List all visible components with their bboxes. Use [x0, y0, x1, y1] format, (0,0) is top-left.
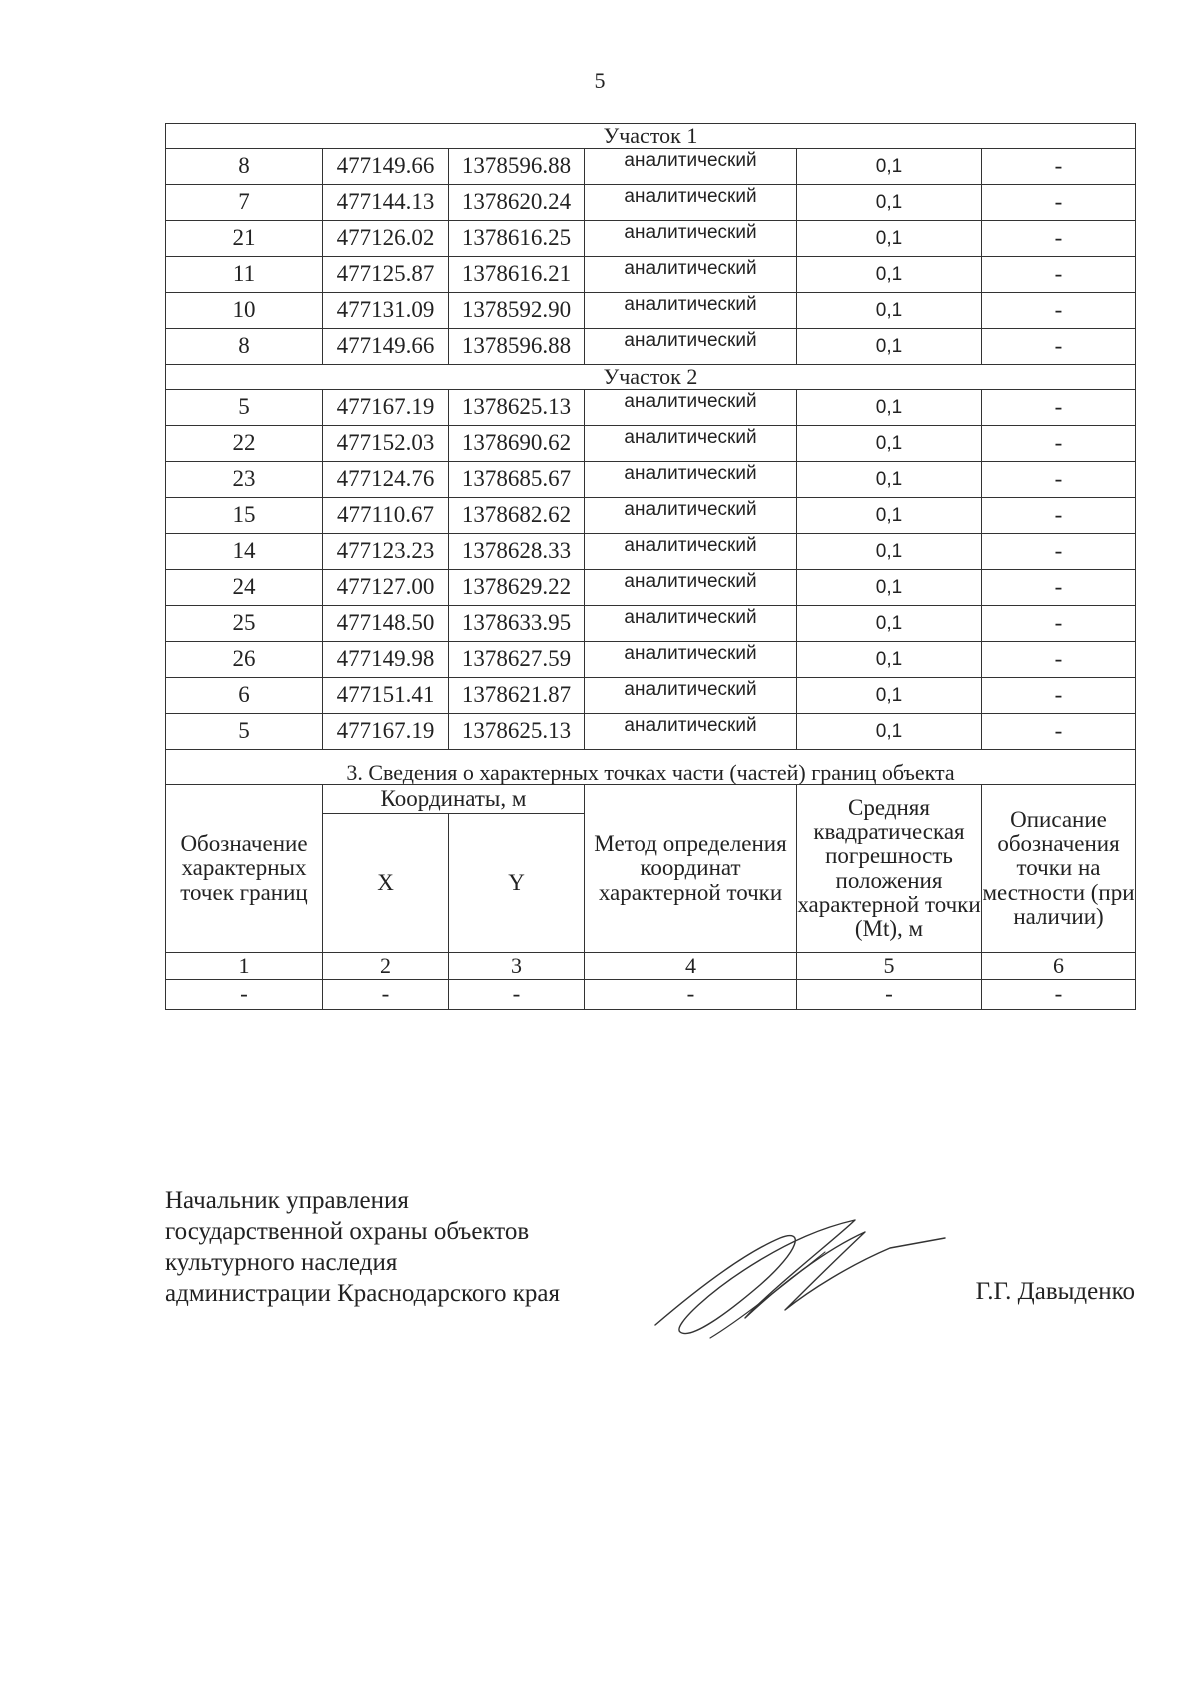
cell-y: 1378690.62 — [449, 426, 585, 462]
cell-x: 477149.66 — [323, 149, 449, 185]
cell-description: - — [982, 606, 1136, 642]
cell-point: 8 — [166, 329, 323, 365]
empty-cell: - — [323, 980, 449, 1010]
cell-y: 1378685.67 — [449, 462, 585, 498]
cell-error: 0,1 — [797, 642, 982, 678]
cell-error: 0,1 — [797, 221, 982, 257]
cell-x: 477144.13 — [323, 185, 449, 221]
cell-point: 8 — [166, 149, 323, 185]
table-body — [166, 124, 1136, 1010]
header-y: Y — [449, 814, 585, 953]
cell-error: 0,1 — [797, 498, 982, 534]
cell-x: 477124.76 — [323, 462, 449, 498]
cell-x: 477123.23 — [323, 534, 449, 570]
handwritten-signature — [650, 1210, 950, 1350]
cell-error: 0,1 — [797, 426, 982, 462]
cell-y: 1378616.25 — [449, 221, 585, 257]
empty-cell: - — [449, 980, 585, 1010]
cell-x: 477167.19 — [323, 714, 449, 750]
cell-description: - — [982, 714, 1136, 750]
cell-method: аналитический — [585, 606, 797, 642]
column-header-row-1 — [166, 785, 1136, 814]
cell-point: 23 — [166, 462, 323, 498]
cell-error: 0,1 — [797, 678, 982, 714]
empty-cell: - — [166, 980, 323, 1010]
cell-description: - — [982, 426, 1136, 462]
cell-error: 0,1 — [797, 714, 982, 750]
page-number: 5 — [594, 68, 606, 93]
table-row — [166, 221, 1136, 257]
cell-point: 5 — [166, 390, 323, 426]
cell-error: 0,1 — [797, 390, 982, 426]
part-1-header — [166, 124, 1136, 149]
cell-method: аналитический — [585, 642, 797, 678]
cell-method: аналитический — [585, 678, 797, 714]
table-row — [166, 257, 1136, 293]
cell-description: - — [982, 149, 1136, 185]
cell-y: 1378592.90 — [449, 293, 585, 329]
empty-data-row — [166, 980, 1136, 1010]
column-index: 6 — [982, 953, 1136, 980]
cell-method: аналитический — [585, 498, 797, 534]
cell-x: 477149.98 — [323, 642, 449, 678]
table-row — [166, 642, 1136, 678]
header-method: Метод определения координат характерной точки — [585, 785, 797, 953]
cell-method: аналитический — [585, 534, 797, 570]
cell-x: 477152.03 — [323, 426, 449, 462]
table-row — [166, 498, 1136, 534]
part-2-title: Участок 2 — [166, 365, 1136, 390]
cell-point: 7 — [166, 185, 323, 221]
cell-point: 11 — [166, 257, 323, 293]
signer-title-line: культурного наследия — [165, 1249, 398, 1276]
signer-title-line: Начальник управления — [165, 1187, 409, 1214]
table-row — [166, 570, 1136, 606]
cell-method: аналитический — [585, 257, 797, 293]
cell-method: аналитический — [585, 185, 797, 221]
cell-y: 1378621.87 — [449, 678, 585, 714]
part-1-title: Участок 1 — [166, 124, 1136, 149]
cell-point: 15 — [166, 498, 323, 534]
cell-error: 0,1 — [797, 570, 982, 606]
cell-error: 0,1 — [797, 534, 982, 570]
cell-x: 477110.67 — [323, 498, 449, 534]
cell-point: 10 — [166, 293, 323, 329]
cell-description: - — [982, 257, 1136, 293]
cell-y: 1378596.88 — [449, 329, 585, 365]
header-coordinates: Координаты, м — [323, 785, 585, 814]
cell-y: 1378627.59 — [449, 642, 585, 678]
cell-point: 24 — [166, 570, 323, 606]
table-row — [166, 534, 1136, 570]
cell-point: 22 — [166, 426, 323, 462]
cell-point: 21 — [166, 221, 323, 257]
empty-cell: - — [982, 980, 1136, 1010]
cell-method: аналитический — [585, 462, 797, 498]
cell-description: - — [982, 570, 1136, 606]
empty-cell: - — [585, 980, 797, 1010]
table-row — [166, 462, 1136, 498]
cell-method: аналитический — [585, 714, 797, 750]
empty-cell: - — [797, 980, 982, 1010]
signer-title — [165, 1185, 560, 1309]
cell-method: аналитический — [585, 390, 797, 426]
cell-method: аналитический — [585, 426, 797, 462]
cell-description: - — [982, 498, 1136, 534]
table-row — [166, 714, 1136, 750]
header-point: Обозначение характерных точек границ — [166, 785, 323, 953]
cell-method: аналитический — [585, 329, 797, 365]
cell-point: 14 — [166, 534, 323, 570]
table-row — [166, 426, 1136, 462]
section-3-title: 3. Сведения о характерных точках части (частей) границ объекта — [166, 750, 1136, 785]
cell-description: - — [982, 185, 1136, 221]
table-row — [166, 606, 1136, 642]
header-x: X — [323, 814, 449, 953]
cell-y: 1378616.21 — [449, 257, 585, 293]
cell-x: 477167.19 — [323, 390, 449, 426]
cell-y: 1378625.13 — [449, 714, 585, 750]
signer-title-line: администрации Краснодарского края — [165, 1280, 561, 1307]
cell-x: 477125.87 — [323, 257, 449, 293]
signer-title-line: государственной охраны объектов — [165, 1218, 530, 1245]
table-row — [166, 390, 1136, 426]
cell-y: 1378628.33 — [449, 534, 585, 570]
cell-y: 1378596.88 — [449, 149, 585, 185]
cell-description: - — [982, 462, 1136, 498]
table-row — [166, 293, 1136, 329]
cell-x: 477127.00 — [323, 570, 449, 606]
cell-description: - — [982, 329, 1136, 365]
cell-description: - — [982, 293, 1136, 329]
cell-x: 477131.09 — [323, 293, 449, 329]
column-index: 1 — [166, 953, 323, 980]
header-error: Средняя квадратическая погрешность положения характерной точки (Mt), м — [797, 785, 982, 953]
column-index: 3 — [449, 953, 585, 980]
cell-error: 0,1 — [797, 329, 982, 365]
cell-method: аналитический — [585, 293, 797, 329]
cell-point: 26 — [166, 642, 323, 678]
column-index: 2 — [323, 953, 449, 980]
cell-error: 0,1 — [797, 257, 982, 293]
table-row — [166, 185, 1136, 221]
cell-description: - — [982, 390, 1136, 426]
section-3-header — [166, 750, 1136, 785]
cell-description: - — [982, 678, 1136, 714]
table-row — [166, 329, 1136, 365]
table-row — [166, 149, 1136, 185]
cell-y: 1378629.22 — [449, 570, 585, 606]
cell-error: 0,1 — [797, 185, 982, 221]
cell-point: 5 — [166, 714, 323, 750]
cell-description: - — [982, 642, 1136, 678]
cell-x: 477148.50 — [323, 606, 449, 642]
cell-method: аналитический — [585, 221, 797, 257]
boundary-points-table — [165, 123, 1136, 1010]
column-index: 5 — [797, 953, 982, 980]
cell-y: 1378620.24 — [449, 185, 585, 221]
cell-y: 1378633.95 — [449, 606, 585, 642]
column-index: 4 — [585, 953, 797, 980]
column-index-row — [166, 953, 1136, 980]
cell-error: 0,1 — [797, 462, 982, 498]
signer-name: Г.Г. Давыденко — [975, 1278, 1135, 1305]
cell-point: 6 — [166, 678, 323, 714]
cell-description: - — [982, 534, 1136, 570]
part-2-header — [166, 365, 1136, 390]
cell-description: - — [982, 221, 1136, 257]
header-description: Описание обозначения точки на местности (при наличии) — [982, 785, 1136, 953]
cell-y: 1378625.13 — [449, 390, 585, 426]
cell-error: 0,1 — [797, 606, 982, 642]
cell-x: 477126.02 — [323, 221, 449, 257]
cell-error: 0,1 — [797, 293, 982, 329]
cell-method: аналитический — [585, 149, 797, 185]
cell-error: 0,1 — [797, 149, 982, 185]
cell-x: 477149.66 — [323, 329, 449, 365]
cell-x: 477151.41 — [323, 678, 449, 714]
cell-point: 25 — [166, 606, 323, 642]
table-row — [166, 678, 1136, 714]
cell-method: аналитический — [585, 570, 797, 606]
cell-y: 1378682.62 — [449, 498, 585, 534]
